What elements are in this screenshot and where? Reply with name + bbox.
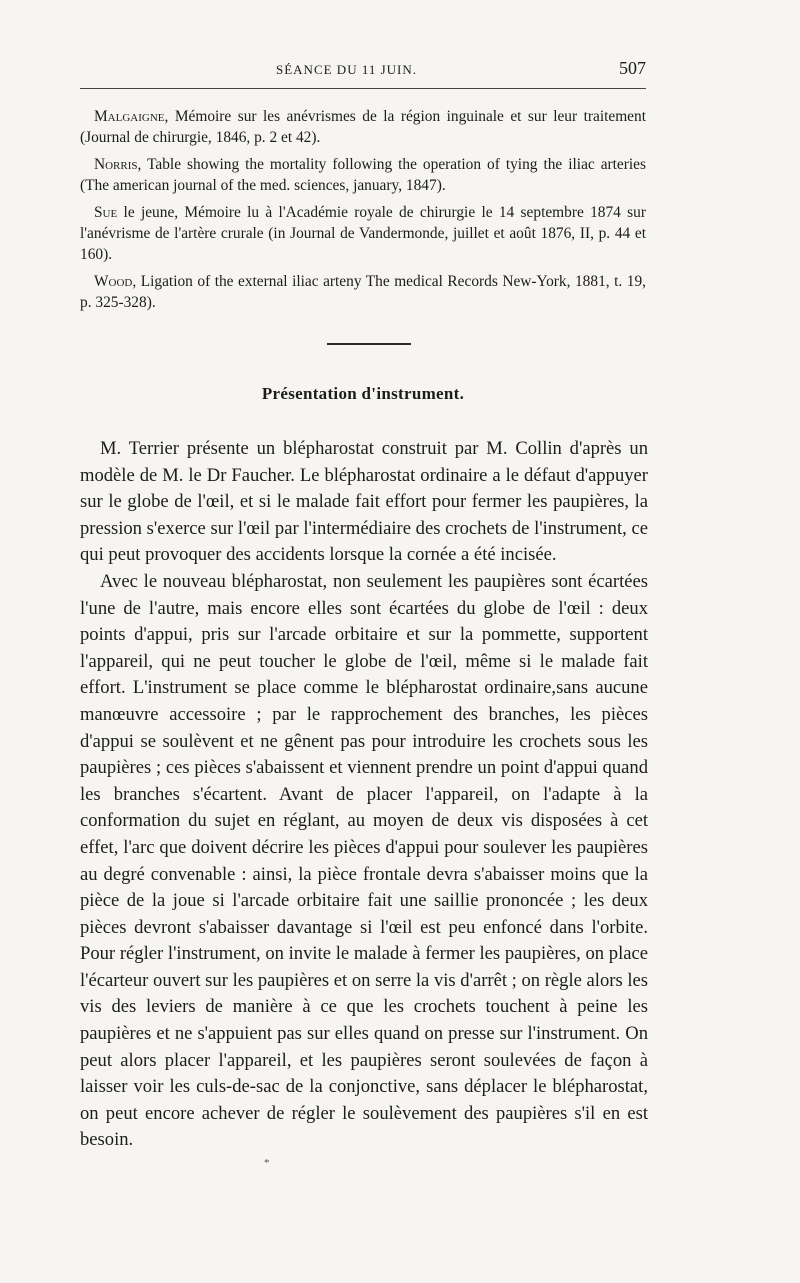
ref-author: Malgaigne xyxy=(94,108,165,125)
page-number: 507 xyxy=(619,58,646,78)
bibliography-entry xyxy=(80,271,646,313)
bibliography-entry xyxy=(80,154,646,196)
paragraph: Avec le nouveau blépharostat, non seulement les paupières sont écartées l'une de l'autre, mais encore elles sont écartées du globe de l'œil : deux points d'appui, pris sur l'arcade orbitaire et sur la pommette, supportent l'appareil, qui ne peut toucher le globe de l'œil, même si le malade fait effort. L'instrument se place comme le blépharostat ordinaire,sans aucune manœuvre accessoire ; par le rapprochement des branches, les pièces d'appui se soulèvent et ne gênent pas pour introduire les crochets sous les paupières ; ces pièces s'abaissent et viennent prendre un point d'appui quand les branches s'écartent. Avant de placer l'appareil, on l'adapte à la conformation du sujet en réglant, au moyen de deux vis disposées à cet effet, l'arc que doivent décrire les pièces d'appui pour soulever les paupières au degré convenable : ainsi, la pièce frontale devra s'abaisser moins que la pièce de la joue si l'arcade orbitaire fait une saillie prononcée ; les deux pièces devront s'abaisser davantage si l'œil est peu enfoncé dans l'orbite. Pour régler l'instrument, on invite le malade à fermer les paupières, on place l'écarteur ouvert sur les paupières et on serre la vis d'arrêt ; on règle alors les vis des leviers de manière à ce que les crochets touchent à peine les paupières et ne s'appuient pas sur elles quand on presse sur l'instrument. On peut alors placer l'appareil, et les paupières seront soulevées de façon à laisser voir les culs-de-sac de la conjonctive, sans déplacer le blépharostat, on peut encore achever de régler le soulèvement des paupières s'il en est besoin. xyxy=(80,570,648,1151)
page-header xyxy=(80,56,646,86)
ref-text: le jeune, Mémoire lu à l'Académie royale de chirurgie le 14 septembre 1874 sur l'anévrisme de l'artère crurale (in Journal de Vandermonde, juillet et août 1876, II, p. 44 et 160). xyxy=(80,204,646,263)
running-head: SÉANCE DU 11 JUIN. xyxy=(276,62,418,77)
bibliography-entry xyxy=(80,202,646,265)
ref-text: , Mémoire sur les anévrismes de la région inguinale et sur leur traitement (Journal de chirurgie, 1846, p. 2 et 42). xyxy=(80,108,646,146)
footer-mark: * xyxy=(264,1157,270,1169)
section-title: Présentation d'instrument. xyxy=(261,384,465,403)
bibliography-entry xyxy=(80,106,646,148)
paragraph: M. Terrier présente un blépharostat construit par M. Collin d'après un modèle de M. le Dr Faucher. Le blépharostat ordinaire a le défaut d'appuyer sur le globe de l'œil, et si le malade fait effort pour fermer les paupières, la pression s'exerce sur l'œil par l'intermédiaire des crochets de l'instrument, ce qui peut provoquer des accidents lorsque la cornée a été incisée. xyxy=(80,438,648,566)
ref-author: Norris xyxy=(94,156,138,173)
section-divider xyxy=(327,343,411,345)
ref-author: Sue xyxy=(94,204,118,221)
header-rule xyxy=(80,88,646,89)
ref-text: , Table showing the mortality following the operation of tying the iliac arteries (The american journal of the med. sciences, january, 1847). xyxy=(80,156,646,194)
ref-text: , Ligation of the external iliac arteny The medical Records New-York, 1881, t. 19, p. 325-328). xyxy=(80,273,646,311)
bibliography-list xyxy=(80,106,646,319)
ref-author: Wood xyxy=(94,273,133,290)
body-text xyxy=(80,436,648,1154)
